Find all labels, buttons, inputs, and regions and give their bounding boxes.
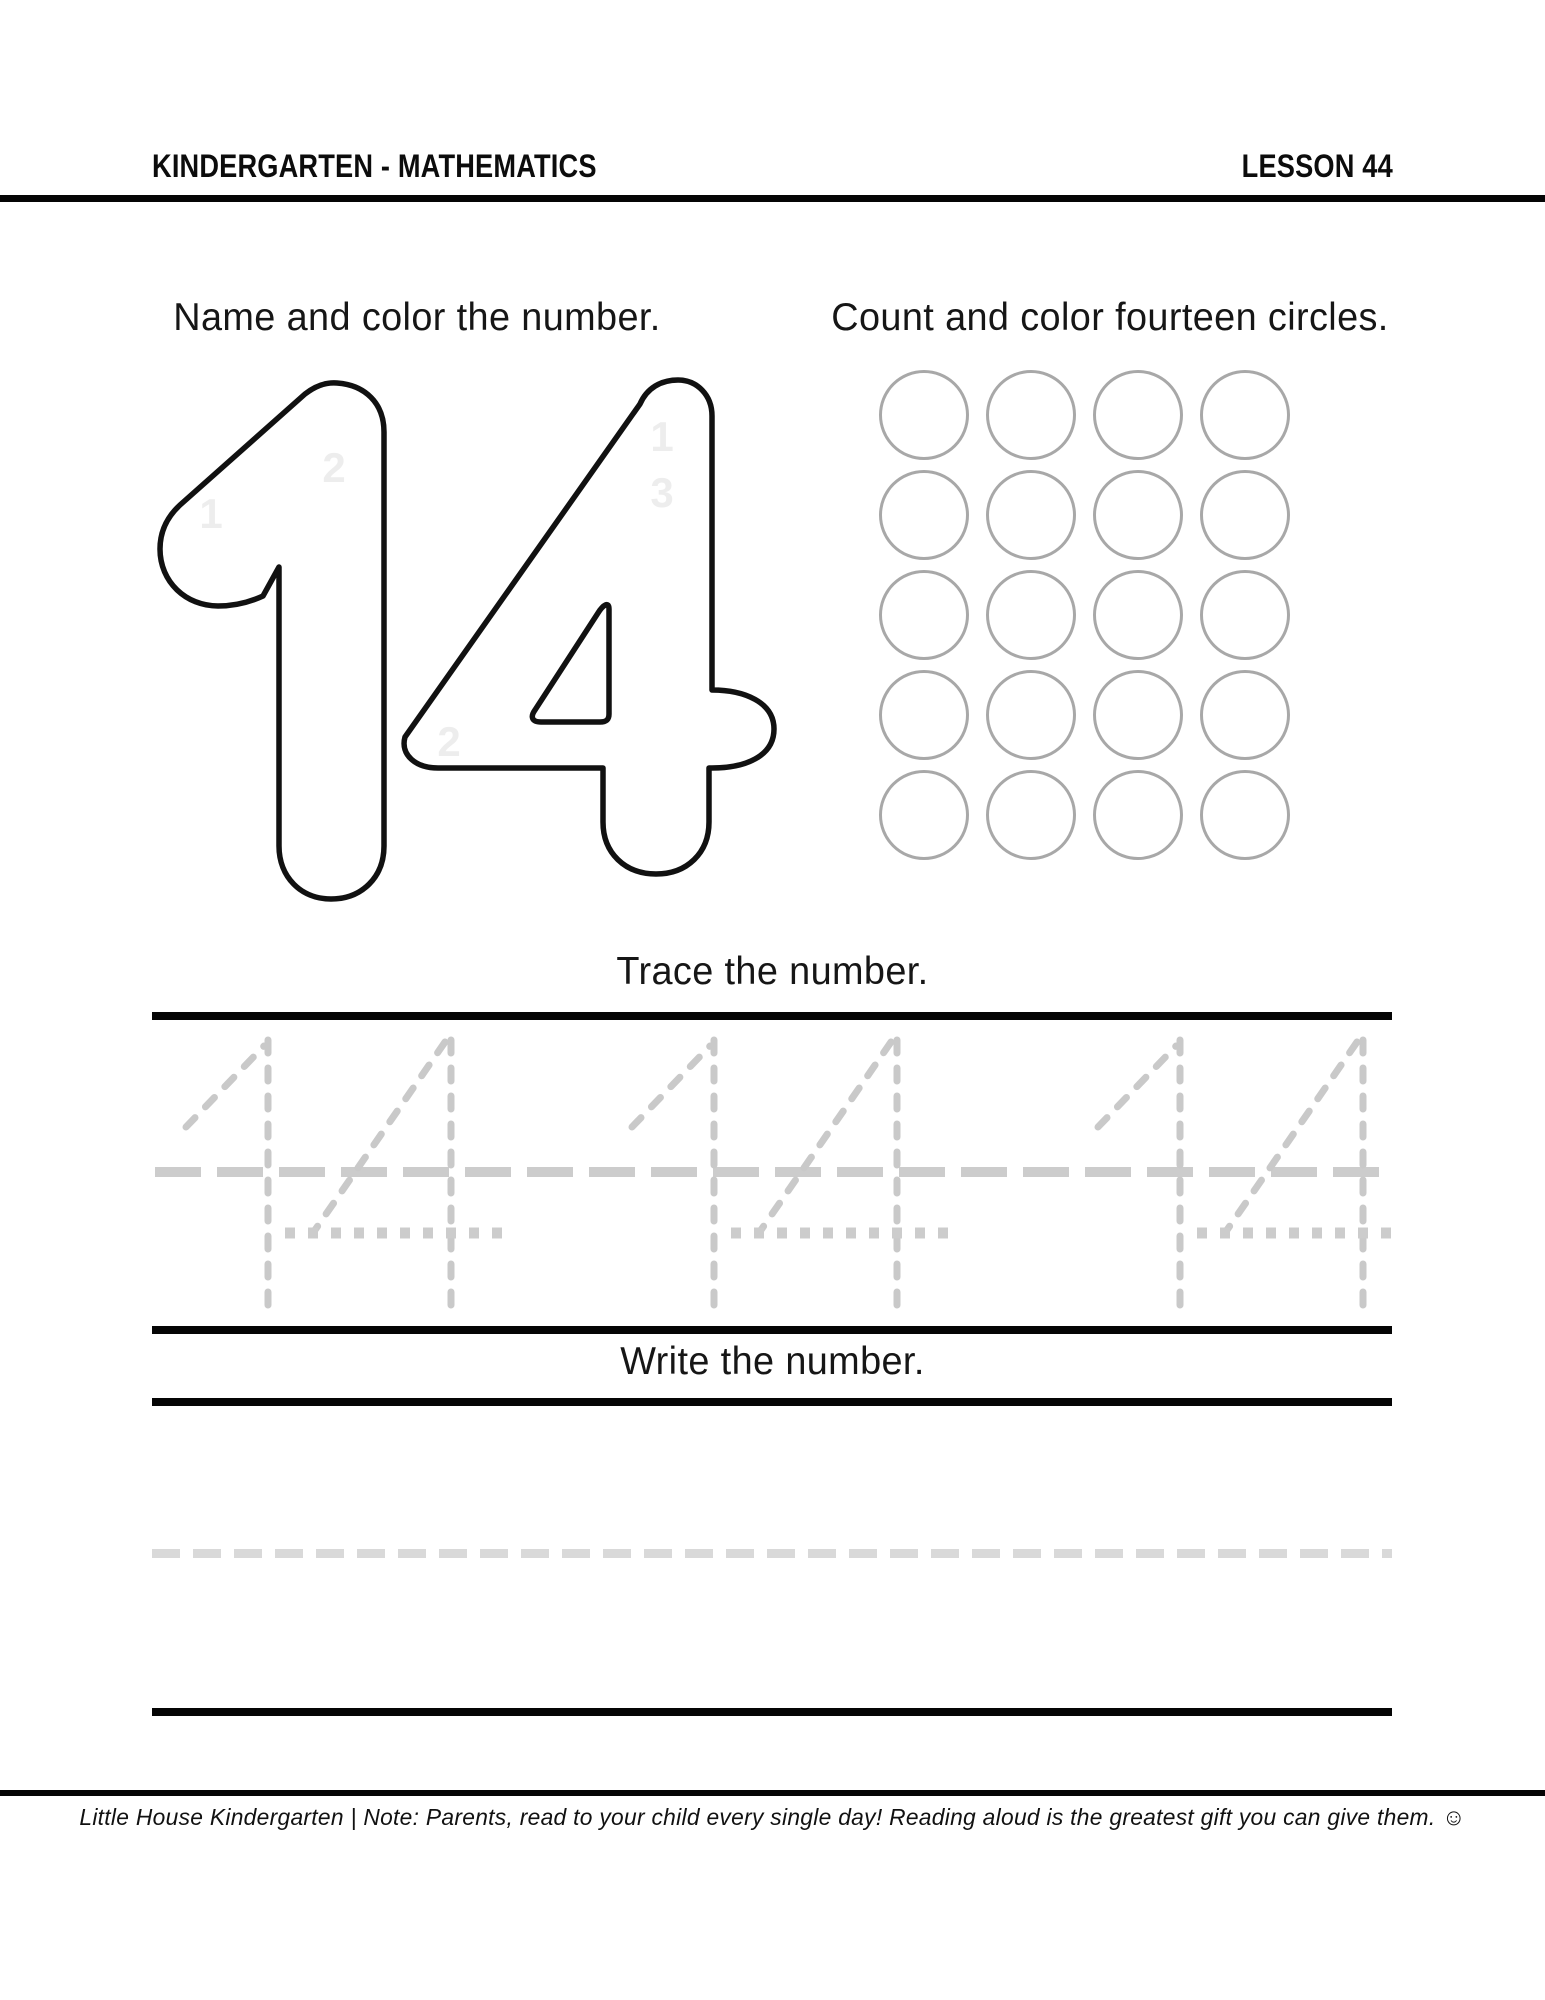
trace-digit4-diagonal	[315, 1042, 445, 1230]
count-circle	[1200, 670, 1290, 760]
count-circle	[986, 470, 1076, 560]
header-lesson-number: LESSON 44	[1241, 148, 1393, 184]
trace-digit4-diagonal	[761, 1042, 891, 1230]
count-circle	[986, 370, 1076, 460]
trace-svg	[150, 1022, 1395, 1322]
write-guideline	[152, 1549, 1392, 1558]
header-course-title: KINDERGARTEN - MATHEMATICS	[152, 148, 597, 184]
header-rule	[0, 195, 1545, 202]
count-circle	[879, 370, 969, 460]
trace-digit1-flag	[186, 1046, 264, 1127]
count-circle	[1093, 670, 1183, 760]
count-circle	[1093, 370, 1183, 460]
instruction-trace: Trace the number.	[616, 950, 929, 993]
count-circle	[986, 670, 1076, 760]
count-circle	[879, 470, 969, 560]
count-circle	[879, 670, 969, 760]
instruction-name-color: Name and color the number.	[173, 296, 661, 339]
trace-digit4-diagonal	[1227, 1042, 1357, 1230]
trace-top-rule	[152, 1012, 1392, 1020]
stroke-hint-1-2: 2	[322, 444, 346, 491]
trace-digit1-flag	[632, 1046, 710, 1127]
circles-grid	[879, 370, 1291, 860]
trace-bottom-rule	[152, 1326, 1392, 1334]
count-circle	[879, 770, 969, 860]
footer-note: Little House Kindergarten | Note: Parents, read to your child every single day! Reading aloud is the greatest gift you can give them. ☺	[79, 1804, 1466, 1830]
stroke-hint-4-2: 2	[437, 718, 461, 765]
stroke-hint-1-1: 1	[199, 490, 223, 537]
big-digit-1	[160, 383, 384, 899]
stroke-hint-4-1: 1	[650, 413, 674, 460]
count-circle	[1093, 470, 1183, 560]
instruction-write: Write the number.	[620, 1340, 925, 1383]
count-circle	[1093, 570, 1183, 660]
count-circle	[1200, 370, 1290, 460]
big-number-14	[140, 362, 810, 918]
count-circle	[986, 770, 1076, 860]
write-bottom-rule	[152, 1708, 1392, 1716]
count-circle	[986, 570, 1076, 660]
big-digit-4	[404, 380, 774, 874]
trace-digit1-flag	[1098, 1046, 1176, 1127]
count-circle	[1093, 770, 1183, 860]
count-circle	[1200, 570, 1290, 660]
footer-rule	[0, 1790, 1545, 1796]
instruction-count-color: Count and color fourteen circles.	[831, 296, 1389, 339]
count-circle	[1200, 470, 1290, 560]
stroke-hint-4-3: 3	[650, 469, 674, 516]
count-circle	[879, 570, 969, 660]
count-circle	[1200, 770, 1290, 860]
write-top-rule	[152, 1398, 1392, 1406]
